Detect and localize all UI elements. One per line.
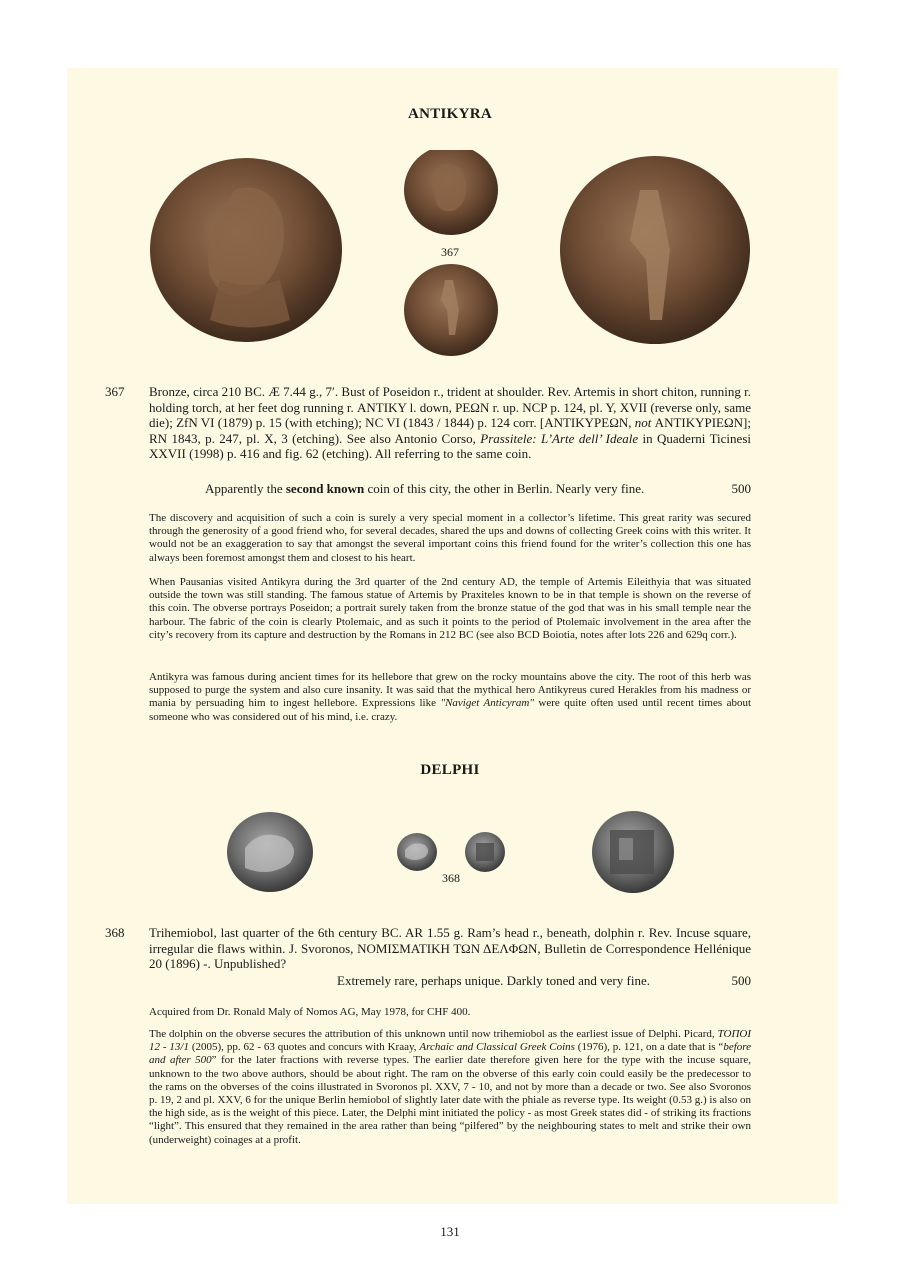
lot-368-price: 500 [731,973,751,988]
delphi-obverse-large-image [227,812,313,892]
antikyra-obverse-small-image [404,150,498,235]
lot-367-price: 500 [731,481,751,496]
antikyra-note-acquisition: The discovery and acquisition of such a coin is surely a very special moment in a collector’s lifetime. This great rarity was secured through the generosity of a good friend who, for several decades, shared the ups and downs of collecting Greek coins with this writer. It would not be an exaggeration to say that amongst the several important coins this friend found for the writer’s collection this one has always been foremost amongst them and closest to his heart. [149,512,751,564]
lot-number-368: 368 [105,925,125,940]
lot-367-condition: Apparently the second known coin of this city, the other in Berlin. Nearly very fine. [205,481,645,496]
image-label-368: 368 [442,871,460,885]
lot-367-description: Bronze, circa 210 BC. Æ 7.44 g., 7′. Bust of Poseidon r., trident at shoulder. Rev. Artemis in short chiton, running r. holding torch, at her feet dog running r. ΑΝΤΙΚΥ l. down, ΡΕΩΝ r. up. NCP p. 124, pl. Y, XVII (reverse only, same die); ZfN VI (1879) p. 15 (with etching); NC VI (1843 / 1844) p. 124 corr. [ΑΝΤΙΚΥΡΕΩΝ, not ΑΝΤΙΚΥΡΙΕΩΝ]; RN 1843, p. 247, pl. X, 3 (etching). See also Antonio Corso, Prassitele: L’Arte dell’ Ideale in Quaderni Ticinesi XXVII (1998) p. 416 and fig. 62 (etching). All referring to the same coin. [149,384,751,462]
antikyra-reverse-small-image [404,264,498,356]
delphi-reverse-small-image [465,832,505,872]
delphi-provenance: Acquired from Dr. Ronald Maly of Nomos AG, May 1978, for CHF 400. [149,1006,471,1018]
lot-number-367: 367 [105,384,125,399]
delphi-reverse-large-image [592,811,674,893]
antikyra-note-hellebore: Antikyra was famous during ancient times for its hellebore that grew on the rocky mountains above the city. The root of this herb was supposed to purge the system and also cure insanity. It was said that the mythical hero Antikyreus cured Herakles from his madness or mania by persuading him to ingest hellebore. Expressions like "Naviget Anticyram" were quite often used until recent times about someone who was considered out of his mind, i.e. crazy. [149,671,752,723]
image-label-367: 367 [441,245,459,259]
delphi-obverse-small-image [397,833,437,871]
delphi-note-attribution: The dolphin on the obverse secures the attribution of this unknown until now trihemiobol as the earliest issue of Delphi. Picard, ΤΟΠΟΙ 12 - 13/1 (2005), pp. 62 - 63 quotes and concurs with Kraay, Archaic and Classical Greek Coins (1976), p. 121, on a date that is “before and after 500” for the later fractions with reverse types. The earlier date therefore given here for the type with the incuse square, unknown to the two above authors, should be about right. The ram on the obverse of this early coin could easily be the predecessor to the rams on the obverses of the coins illustrated in Svoronos pl. XXV, 7 - 10, and not by more than a decade or two. See also Svoronos p. 19, 2 and pl. XXV, 6 for the unique Berlin hemiobol of slightly later date with the phiale as reverse type. Its weight (0.53 g.) is also on the high side, as is the weight of this piece. Later, the Delphi mint initiated the policy - as most Greek states did - of striking its fractions “light”. This ensured that they remained in the area rather than being “pilfered” by the neighbouring states to melt and strike their own (underweight) coinages at a profit. [149,1028,752,1146]
lot-368-description: Trihemiobol, last quarter of the 6th century BC. AR 1.55 g. Ram’s head r., beneath, dolphin r. Rev. Incuse square, irregular die flaws within. J. Svoronos, ΝΟΜΙΣΜΑΤΙΚΗ ΤΩΝ ΔΕΛΦΩΝ, Bulletin de Correspondence Hellénique 20 (1896) -. Unpublished? [149,925,751,972]
section-heading-antikyra: ANTIKYRA [407,106,493,122]
lot-368-condition: Extremely rare, perhaps unique. Darkly toned and very fine. [337,973,650,988]
antikyra-obverse-large-image [150,158,342,342]
page-number: 131 [440,1224,460,1239]
section-heading-delphi: DELPHI [420,762,480,778]
antikyra-note-pausanias: When Pausanias visited Antikyra during the 3rd quarter of the 2nd century AD, the temple of Artemis Eileithyia that was situated outside the town was still standing. The famous statue of Artemis by Praxiteles known to be in that temple is shown on the reverse of this coin. The obverse portrays Poseidon; a portrait surely taken from the bronze statue of the god that was in his small temple near the harbour. The fabric of the coin is clearly Ptolemaic, and as such it points to the period of Ptolemaic involvement in the area after the city’s recovery from its capture and destruction by the Romans in 212 BC (see also BCD Boiotia, notes after lots 226 and 629q corr.). [149,576,751,641]
antikyra-reverse-large-image [560,156,750,344]
